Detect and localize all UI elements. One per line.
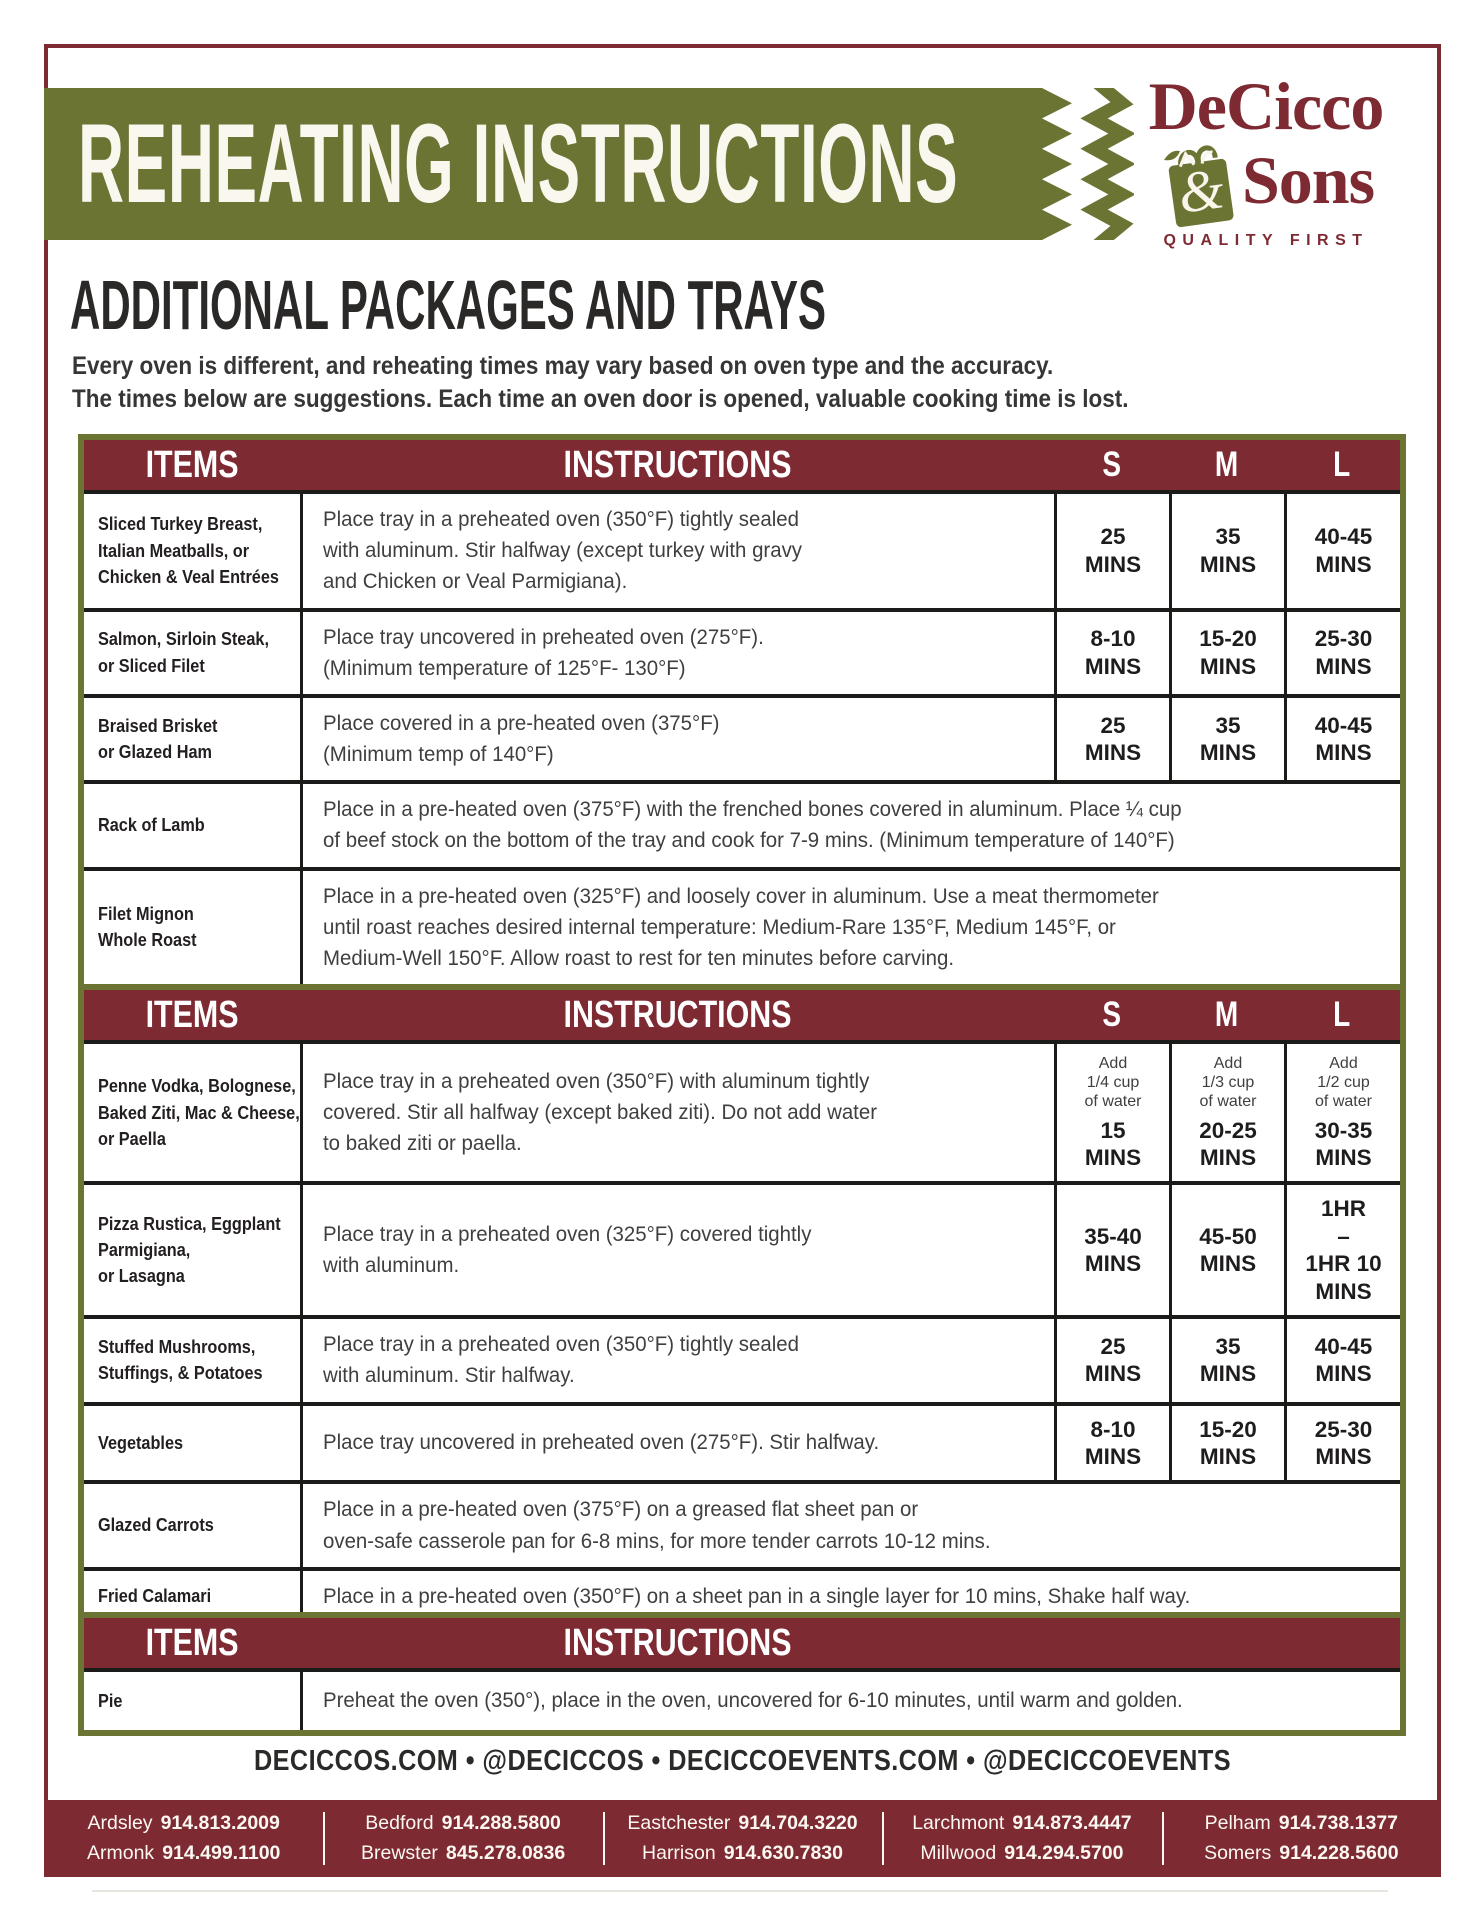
time-value: 35 MINS — [1199, 1333, 1257, 1387]
table-row — [84, 1402, 1400, 1481]
time-value: 25 MINS — [1084, 524, 1142, 577]
item-name: or Glazed Ham — [98, 741, 213, 763]
item-name-cell — [84, 698, 300, 780]
col-s-label: S — [1102, 445, 1121, 484]
col-l-label-cell — [1284, 990, 1400, 1040]
instruction-cell — [300, 784, 1400, 866]
location-phone: 914.738.1377 — [1278, 1812, 1399, 1835]
item-name: Pie — [98, 1689, 123, 1711]
title-banner — [44, 88, 1042, 240]
table-row — [84, 1315, 1400, 1401]
table-row — [84, 867, 1400, 985]
location-phone: 914.228.5600 — [1279, 1841, 1399, 1864]
footer-location — [642, 1839, 843, 1868]
logo-tagline: QUALITY FIRST — [1163, 232, 1369, 249]
item-name: Filet Mignon — [98, 903, 194, 925]
item-name-cell — [84, 494, 300, 608]
page-title: ADDITIONAL PACKAGES AND TRAYS — [70, 266, 827, 344]
instruction-text: Place in a pre-heated oven (350°F) on a sheet pan in a single layer for 10 mins, Shake half way. — [323, 1583, 1191, 1608]
instruction-cell — [300, 698, 1054, 780]
item-name-cell — [84, 1319, 300, 1401]
instruction-cell — [300, 1185, 1054, 1315]
item-name: Stuffings, & Potatoes — [98, 1362, 263, 1384]
col-m-label-cell — [1169, 990, 1284, 1040]
instruction-text: Place tray uncovered in preheated oven (275°F). — [323, 624, 764, 649]
col-items-label-cell — [84, 440, 300, 490]
item-name: or Paella — [98, 1127, 166, 1149]
add-water-note: Add 1/4 cup of water — [1084, 1055, 1142, 1111]
time-m-cell — [1169, 1044, 1284, 1181]
footer-location — [361, 1839, 565, 1868]
col-items-label-cell — [84, 990, 300, 1040]
intro-text — [72, 350, 1129, 416]
instruction-text: to baked ziti or paella. — [323, 1131, 522, 1156]
item-name: Italian Meatballs, or — [98, 539, 250, 561]
time-value: 45-50 MINS — [1199, 1223, 1257, 1277]
instruction-cell — [300, 1484, 1400, 1566]
footer-location — [88, 1809, 280, 1838]
websites-social-text: DECICCOS.COM • @DECICCOS • DECICCOEVENTS.COM • @DECICCOEVENTS — [254, 1745, 1231, 1777]
item-name: Salmon, Sirloin Steak, — [98, 628, 269, 650]
instruction-text: oven-safe casserole pan for 6-8 mins, for more tender carrots 10-12 mins. — [323, 1528, 991, 1553]
time-m-cell — [1169, 1185, 1284, 1315]
col-m-label: M — [1214, 445, 1239, 484]
item-name-cell — [84, 1406, 300, 1481]
table-row — [84, 694, 1400, 780]
time-value: 8-10 MINS — [1084, 1416, 1142, 1469]
col-items-label: ITEMS — [145, 993, 239, 1036]
time-value: 25 MINS — [1084, 712, 1142, 766]
item-name: Pizza Rustica, Eggplant — [98, 1212, 281, 1234]
location-name: Larchmont — [912, 1812, 1005, 1835]
logo-ampersand: & — [1174, 155, 1228, 226]
time-s-cell — [1054, 1319, 1169, 1401]
table-row — [84, 1480, 1400, 1566]
instruction-text: until roast reaches desired internal temperature: Medium-Rare 135°F, Medium 145°F, or — [323, 914, 1116, 939]
instruction-text: Place in a pre-heated oven (375°F) on a greased flat sheet pan or — [323, 1497, 919, 1522]
table-row — [84, 1044, 1400, 1181]
instruction-text: Place tray in a preheated oven (350°F) with aluminum tightly — [323, 1068, 870, 1093]
location-phone: 914.294.5700 — [1004, 1841, 1124, 1864]
time-m-cell — [1169, 494, 1284, 608]
instruction-text: with aluminum. Stir halfway (except turkey with gravy — [323, 538, 803, 563]
time-value: 15-20 MINS — [1199, 1416, 1257, 1469]
time-l-cell — [1284, 1185, 1400, 1315]
time-s-cell — [1054, 1044, 1169, 1181]
location-name: Eastchester — [627, 1812, 731, 1835]
time-value: 35-40 MINS — [1084, 1223, 1142, 1277]
col-instructions-label-cell — [300, 990, 1054, 1040]
col-items-label: ITEMS — [145, 443, 239, 486]
time-value: 30-35 MINS — [1314, 1117, 1373, 1170]
table-header-row — [84, 1618, 1400, 1672]
item-name: Rack of Lamb — [98, 814, 205, 836]
item-name: Glazed Carrots — [98, 1514, 214, 1536]
table-row — [84, 608, 1400, 694]
table-row — [84, 1181, 1400, 1315]
instruction-text: Place in a pre-heated oven (325°F) and loosely cover in aluminum. Use a meat thermometer — [323, 883, 1159, 908]
footer-location-group — [603, 1800, 882, 1877]
decicco-sons-logo — [1098, 68, 1434, 250]
footer-location — [1205, 1809, 1398, 1838]
time-s-cell — [1054, 1185, 1169, 1315]
location-name: Armonk — [87, 1841, 155, 1864]
location-name: Brewster — [360, 1841, 438, 1864]
location-phone: 914.813.2009 — [160, 1812, 280, 1835]
location-name: Millwood — [920, 1841, 997, 1864]
footer-bar — [44, 1800, 1441, 1877]
reheating-table-pie — [78, 1612, 1406, 1736]
logo-name-top: DeCicco — [1148, 68, 1384, 144]
time-value: 25-30 MINS — [1314, 1416, 1373, 1469]
col-s-label-cell — [1054, 990, 1169, 1040]
item-name: Baked Ziti, Mac & Cheese, — [98, 1101, 300, 1123]
item-name-cell — [84, 1044, 300, 1181]
instruction-text: (Minimum temp of 140°F) — [323, 742, 554, 767]
col-s-label-cell — [1054, 440, 1169, 490]
col-instructions-label: INSTRUCTIONS — [563, 1621, 791, 1664]
time-value: 8-10 MINS — [1084, 626, 1142, 679]
intro-line-1: Every oven is different, and reheating times may vary based on oven type and the accuracy. — [72, 352, 1054, 380]
time-l-cell — [1284, 494, 1400, 608]
footer-location — [365, 1809, 561, 1838]
item-name: or Lasagna — [98, 1265, 185, 1287]
table-row — [84, 1672, 1400, 1730]
instruction-cell — [300, 494, 1054, 608]
instruction-cell — [300, 612, 1054, 694]
location-phone: 914.499.1100 — [162, 1841, 281, 1864]
instruction-text: Place covered in a pre-heated oven (375°F) — [323, 710, 720, 735]
logo-name-bottom-row — [1098, 132, 1434, 230]
col-items-label: ITEMS — [145, 1621, 239, 1664]
time-m-cell — [1169, 612, 1284, 694]
instruction-text: with aluminum. Stir halfway. — [323, 1363, 575, 1388]
time-l-cell — [1284, 698, 1400, 780]
item-name: Chicken & Veal Entrées — [98, 565, 279, 587]
footer-location-group — [882, 1800, 1161, 1877]
intro-line-2: The times below are suggestions. Each time an oven door is opened, valuable cooking time is lost. — [72, 385, 1129, 413]
time-l-cell — [1284, 1319, 1400, 1401]
location-phone: 914.704.3220 — [738, 1812, 858, 1835]
footer-location-group — [44, 1800, 323, 1877]
col-instructions-label-cell — [300, 440, 1054, 490]
footer-location — [627, 1809, 857, 1838]
instruction-cell — [300, 1319, 1054, 1401]
footer-location — [1204, 1839, 1398, 1868]
page-bottom-shadow — [92, 1890, 1388, 1892]
table-header-row — [84, 440, 1400, 494]
item-name-cell — [84, 1185, 300, 1315]
time-value: 40-45 MINS — [1314, 1333, 1373, 1387]
item-name-cell — [84, 1672, 300, 1730]
location-name: Somers — [1204, 1841, 1272, 1864]
instruction-text: Preheat the oven (350°), place in the oven, uncovered for 6-10 minutes, until warm and golden. — [323, 1688, 1183, 1713]
item-name-cell — [84, 784, 300, 866]
table-row — [84, 780, 1400, 866]
footer-location-group — [1162, 1800, 1441, 1877]
location-phone: 914.630.7830 — [723, 1841, 843, 1864]
banner-title: REHEATING INSTRUCTIONS — [78, 101, 959, 226]
time-value: 20-25 MINS — [1199, 1117, 1257, 1170]
instruction-text: with aluminum. — [323, 1253, 460, 1278]
table-header-row — [84, 990, 1400, 1044]
footer-location-group — [323, 1800, 602, 1877]
col-m-label: M — [1214, 995, 1239, 1034]
time-m-cell — [1169, 698, 1284, 780]
col-m-label-cell — [1169, 440, 1284, 490]
time-value: 40-45 MINS — [1314, 712, 1373, 766]
table-row — [84, 494, 1400, 608]
time-l-cell — [1284, 1044, 1400, 1181]
time-l-cell — [1284, 612, 1400, 694]
location-name: Harrison — [642, 1841, 716, 1864]
instruction-cell — [300, 1406, 1054, 1481]
location-phone: 845.278.0836 — [445, 1841, 566, 1864]
col-s-label: S — [1102, 995, 1121, 1034]
item-name: Fried Calamari — [98, 1585, 212, 1607]
instruction-text: Place tray in a preheated oven (325°F) covered tightly — [323, 1222, 812, 1247]
time-value: 1HR – 1HR 10 MINS — [1305, 1196, 1382, 1304]
reheating-table-entrees — [78, 434, 1406, 990]
logo-name-bottom: Sons — [1241, 142, 1375, 218]
instruction-text: Place in a pre-heated oven (375°F) with the frenched bones covered in aluminum. Place ¼ cup — [323, 797, 1182, 822]
reheating-table-sides — [78, 984, 1406, 1628]
location-phone: 914.288.5800 — [441, 1812, 561, 1835]
time-value: 15 MINS — [1084, 1117, 1142, 1170]
item-name: Vegetables — [98, 1431, 184, 1453]
instruction-text: of beef stock on the bottom of the tray and cook for 7-9 mins. (Minimum temperature of 140°F) — [323, 828, 1175, 853]
time-s-cell — [1054, 1406, 1169, 1481]
footer-location — [920, 1839, 1123, 1868]
instruction-text: Place tray uncovered in preheated oven (275°F). Stir halfway. — [323, 1430, 880, 1455]
websites-social-line — [44, 1745, 1441, 1778]
time-s-cell — [1054, 698, 1169, 780]
instruction-text: Medium-Well 150°F. Allow roast to rest for ten minutes before carving. — [323, 945, 955, 970]
location-phone: 914.873.4447 — [1012, 1812, 1132, 1835]
instruction-text: (Minimum temperature of 125°F- 130°F) — [323, 655, 686, 680]
col-instructions-label-cell — [300, 1618, 1054, 1668]
instruction-cell — [300, 1044, 1054, 1181]
time-s-cell — [1054, 494, 1169, 608]
time-value: 35 MINS — [1199, 524, 1257, 577]
item-name-cell — [84, 871, 300, 985]
time-m-cell — [1169, 1406, 1284, 1481]
col-l-label: L — [1333, 995, 1351, 1034]
item-name: Braised Brisket — [98, 714, 218, 736]
item-name: or Sliced Filet — [98, 654, 205, 676]
item-name: Penne Vodka, Bolognese, — [98, 1075, 296, 1097]
item-name: Sliced Turkey Breast, — [98, 513, 263, 535]
instruction-text: and Chicken or Veal Parmigiana). — [323, 569, 628, 594]
col-l-label-cell — [1284, 440, 1400, 490]
col-l-label: L — [1333, 445, 1351, 484]
location-name: Pelham — [1204, 1812, 1271, 1835]
add-water-note: Add 1/2 cup of water — [1315, 1055, 1372, 1111]
time-s-cell — [1054, 612, 1169, 694]
grocery-bag-icon — [1158, 134, 1244, 230]
add-water-note: Add 1/3 cup of water — [1199, 1055, 1257, 1111]
item-name: Whole Roast — [98, 929, 197, 951]
time-value: 35 MINS — [1199, 712, 1257, 766]
item-name-cell — [84, 612, 300, 694]
instruction-cell — [300, 1672, 1400, 1730]
item-name-cell — [84, 1484, 300, 1566]
col-items-label-cell — [84, 1618, 300, 1668]
time-m-cell — [1169, 1319, 1284, 1401]
location-name: Bedford — [365, 1812, 434, 1835]
instruction-text: covered. Stir all halfway (except baked ziti). Do not add water — [323, 1100, 878, 1125]
time-l-cell — [1284, 1406, 1400, 1481]
instruction-text: Place tray in a preheated oven (350°F) tightly sealed — [323, 1332, 799, 1357]
instruction-cell — [300, 871, 1400, 985]
time-value: 40-45 MINS — [1314, 524, 1373, 577]
time-value: 15-20 MINS — [1199, 626, 1257, 679]
instruction-text: Place tray in a preheated oven (350°F) tightly sealed — [323, 507, 799, 531]
time-value: 25-30 MINS — [1314, 626, 1373, 679]
item-name: Stuffed Mushrooms, — [98, 1336, 256, 1358]
time-value: 25 MINS — [1084, 1333, 1142, 1387]
col-instructions-label: INSTRUCTIONS — [563, 993, 791, 1036]
location-name: Ardsley — [87, 1812, 153, 1835]
footer-location — [912, 1809, 1131, 1838]
footer-location — [87, 1839, 280, 1868]
item-name: Parmigiana, — [98, 1239, 191, 1261]
col-instructions-label: INSTRUCTIONS — [563, 443, 791, 486]
